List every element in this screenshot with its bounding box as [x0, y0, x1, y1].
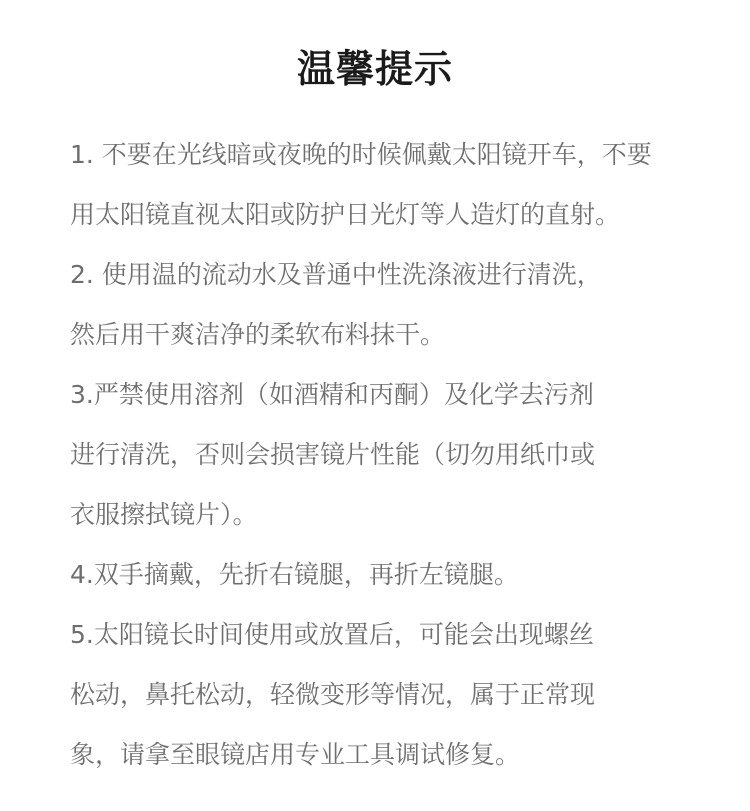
tip-line: 5.太阳镜长时间使用或放置后，可能会出现螺丝	[70, 620, 594, 649]
tip-line: 然后用干爽洁净的柔软布料抹干。	[70, 320, 446, 349]
tip-line: 象，请拿至眼镜店用专业工具调试修复。	[70, 740, 521, 769]
tip-line: 进行清洗，否则会损害镜片性能（切勿用纸巾或	[70, 440, 596, 469]
tip-line: 1. 不要在光线暗或夜晚的时候佩戴太阳镜开车，不要	[70, 140, 652, 169]
tip-line: 松动，鼻托松动，轻微变形等情况，属于正常现	[70, 680, 596, 709]
tip-line: 衣服擦拭镜片）。	[70, 500, 258, 529]
tip-line: 用太阳镜直视太阳或防护日光灯等人造灯的直射。	[70, 200, 621, 229]
tip-line: 2. 使用温的流动水及普通中性洗涤液进行清洗，	[70, 260, 602, 289]
page-title: 温馨提示	[296, 47, 453, 91]
tip-line: 3.严禁使用溶剂（如酒精和丙酮）及化学去污剂	[70, 380, 594, 409]
tip-line: 4.双手摘戴，先折右镜腿，再折左镜腿。	[70, 560, 519, 589]
